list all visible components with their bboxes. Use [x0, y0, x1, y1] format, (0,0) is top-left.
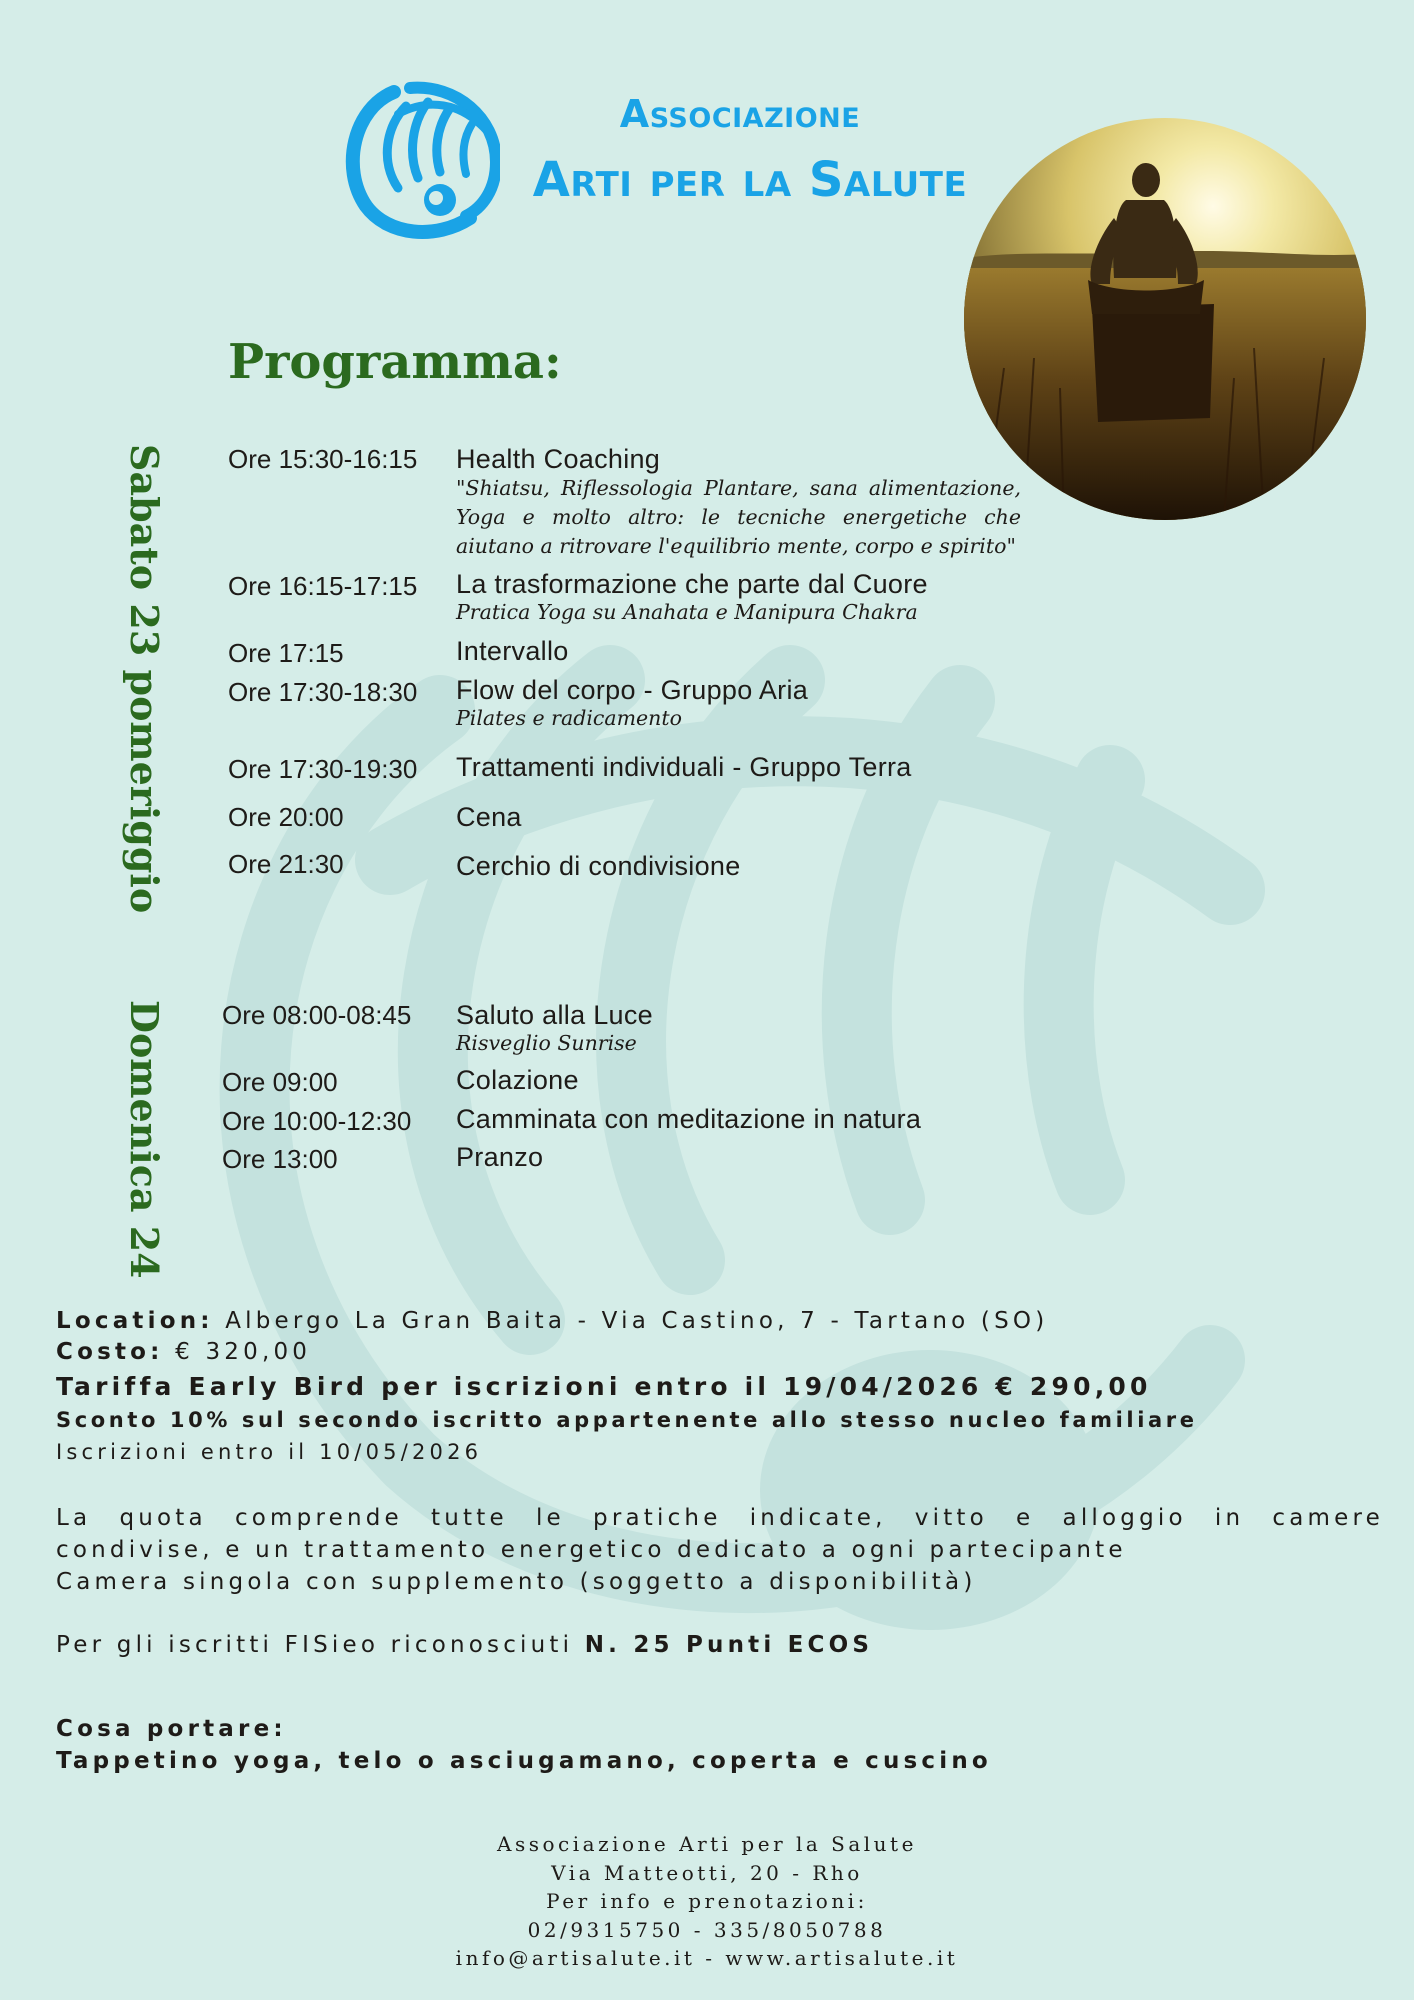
schedule-time: Ore 09:00 — [222, 1067, 338, 1097]
fisieo-points: N. 25 Punti ECOS — [584, 1632, 874, 1658]
schedule-time: Ore 16:15-17:15 — [228, 571, 418, 601]
day-label-sunday: Domenica 24 — [122, 1000, 167, 1279]
schedule-time: Ore 08:00-08:45 — [222, 1000, 412, 1030]
cost-line — [56, 1339, 311, 1365]
schedule-activity: Health Coaching — [456, 444, 661, 474]
schedule-time: Ore 17:30-18:30 — [228, 677, 418, 707]
deadline-line: Iscrizioni entro il 10/05/2026 — [56, 1440, 483, 1464]
schedule-activity: La trasformazione che parte dal Cuore — [456, 569, 928, 599]
quota-line2: condivise, e un trattamento energetico dedicato a ogni partecipante — [56, 1537, 1127, 1563]
fisieo-prefix: Per gli iscritti FISieo riconosciuti — [56, 1632, 574, 1658]
footer-org: Associazione Arti per la Salute — [497, 1832, 917, 1856]
footer-phones: 02/9315750 - 335/8050788 — [527, 1917, 887, 1942]
schedule-time: Ore 13:00 — [222, 1144, 338, 1174]
footer-contacts — [307, 1830, 1107, 1973]
schedule-activity: Pranzo — [456, 1142, 544, 1172]
single-room-line: Camera singola con supplemento (soggetto a disponibilità) — [56, 1569, 977, 1595]
association-logo — [336, 78, 500, 240]
bring-label: Cosa portare: — [56, 1716, 287, 1742]
schedule-activity: Cena — [456, 802, 522, 832]
footer-email-web: info@artisalute.it - www.artisalute.it — [455, 1946, 959, 1970]
programma-title: Programma: — [228, 334, 562, 390]
quota-line1: La quota comprende tutte le pratiche indicate, vitto e alloggio in camere — [56, 1505, 1384, 1531]
location-value: Albergo La Gran Baita - Via Castino, 7 - Tartano (SO) — [225, 1308, 1049, 1334]
org-name-line1: Associazione — [619, 92, 861, 136]
location-line — [56, 1308, 1048, 1334]
schedule-description: Pilates e radicamento — [456, 706, 682, 730]
schedule-description: Pratica Yoga su Anahata e Manipura Chakra — [456, 600, 918, 624]
footer-address: Via Matteotti, 20 - Rho — [551, 1860, 863, 1885]
description-line: Yoga e molto altro: le tecniche energetiche che — [456, 505, 1021, 529]
schedule-activity: Cerchio di condivisione — [456, 851, 741, 881]
schedule-description: Risveglio Sunrise — [456, 1031, 637, 1055]
schedule-time: Ore 17:15 — [228, 638, 344, 668]
schedule-activity: Flow del corpo - Gruppo Aria — [456, 675, 809, 705]
footer-info-label: Per info e prenotazioni: — [546, 1889, 868, 1913]
org-name-line2: Arti per la Salute — [532, 152, 968, 208]
description-line: aiutano a ritrovare l'equilibrio mente, corpo e spirito" — [456, 534, 1016, 558]
meditation-photo — [964, 118, 1366, 520]
schedule-time: Ore 17:30-19:30 — [228, 754, 418, 784]
schedule-activity: Colazione — [456, 1065, 579, 1095]
cost-label: Costo: — [56, 1339, 164, 1365]
fisieo-line — [56, 1632, 873, 1658]
schedule-activity: Saluto alla Luce — [456, 1000, 653, 1030]
schedule-activity: Intervallo — [456, 636, 569, 666]
quota-paragraph — [56, 1502, 1384, 1598]
schedule-time: Ore 20:00 — [228, 802, 344, 832]
schedule-activity: Camminata con meditazione in natura — [456, 1104, 922, 1134]
day-label-saturday: Sabato 23 pomeriggio — [122, 444, 167, 914]
location-label: Location: — [56, 1308, 214, 1334]
schedule-time: Ore 10:00-12:30 — [222, 1106, 412, 1136]
cost-value: € 320,00 — [175, 1339, 312, 1365]
early-bird-line: Tariffa Early Bird per iscrizioni entro il 19/04/2026 € 290,00 — [56, 1372, 1152, 1401]
schedule-time: Ore 21:30 — [228, 849, 344, 879]
bring-items: Tappetino yoga, telo o asciugamano, coperta e cuscino — [56, 1748, 992, 1774]
schedule-time: Ore 15:30-16:15 — [228, 444, 418, 474]
schedule-description — [456, 474, 1021, 561]
description-line: "Shiatsu, Riflessologia Plantare, sana alimentazione, — [456, 476, 1021, 500]
discount-line: Sconto 10% sul secondo iscritto appartenente allo stesso nucleo familiare — [56, 1408, 1198, 1432]
schedule-activity: Trattamenti individuali - Gruppo Terra — [456, 752, 912, 782]
